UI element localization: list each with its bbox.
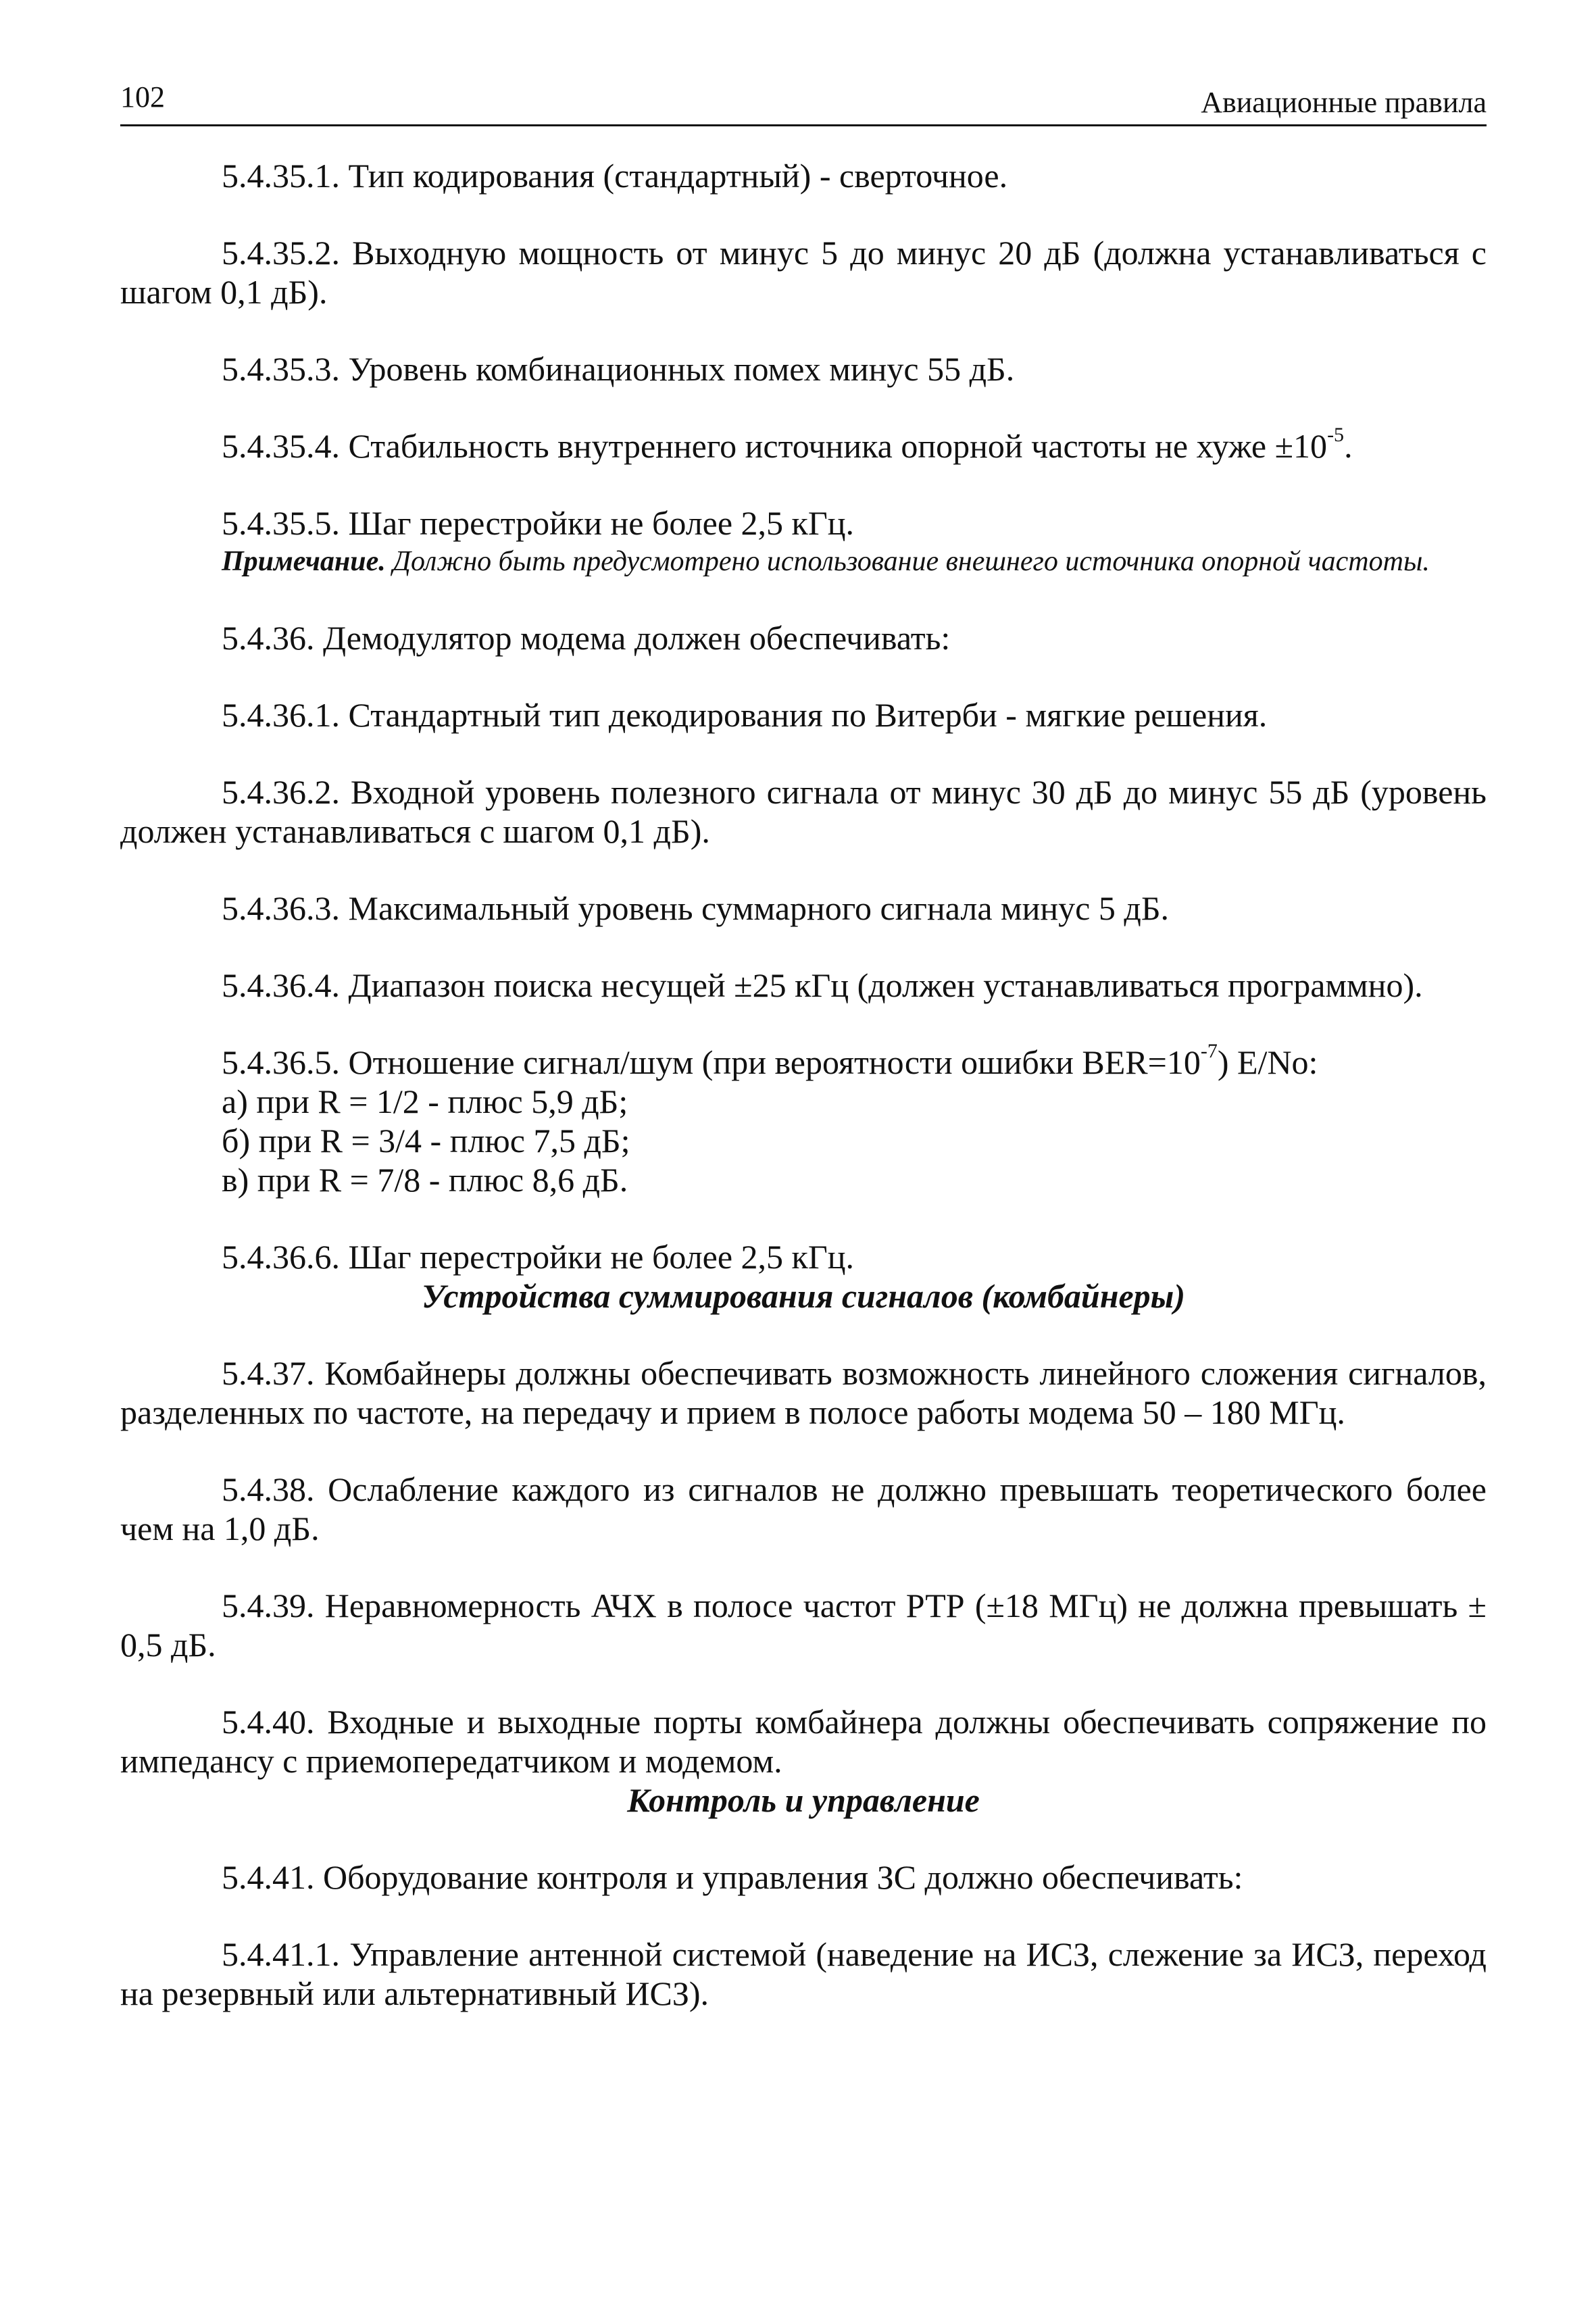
paragraph-5-4-36-3: 5.4.36.3. Максимальный уровень суммарного сигнала минус 5 дБ. [222, 889, 1170, 927]
section-heading-combiners: Устройства суммирования сигналов (комбайнеры) [421, 1277, 1186, 1315]
paragraph-5-4-39: 5.4.39. Неравномерность АЧХ в полосе частот РТР (±18 МГц) не должна превышать ± 0,5 дБ. [120, 1587, 1487, 1664]
page-header [120, 74, 1487, 126]
paragraph-5-4-35-5: 5.4.35.5. Шаг перестройки не более 2,5 кГц. [222, 504, 855, 542]
paragraph-text: 5.4.36.5. Отношение сигнал/шум (при вероятности ошибки BER=10 [222, 1043, 1201, 1081]
paragraph-text-end: ) E/No: [1217, 1043, 1318, 1081]
paragraph-5-4-36: 5.4.36. Демодулятор модема должен обеспечивать: [222, 619, 951, 657]
paragraph-5-4-36-5 [120, 1040, 1487, 1082]
paragraph-5-4-36-6: 5.4.36.6. Шаг перестройки не более 2,5 кГц. [222, 1238, 855, 1276]
superscript-exponent: -7 [1200, 1040, 1218, 1063]
paragraph-5-4-35-1: 5.4.35.1. Тип кодирования (стандартный) - сверточное. [222, 157, 1008, 195]
paragraph-5-4-37: 5.4.37. Комбайнеры должны обеспечивать возможность линейного сложения сигналов, разделенных по частоте, на передачу и прием в полосе работы модема 50 – 180 МГц. [120, 1354, 1487, 1431]
page-number: 102 [120, 80, 165, 114]
note [120, 543, 1487, 580]
paragraph-5-4-36-4: 5.4.36.4. Диапазон поиска несущей ±25 кГц (должен устанавливаться программно). [222, 966, 1423, 1004]
paragraph-5-4-41-1: 5.4.41.1. Управление антенной системой (наведение на ИСЗ, слежение за ИСЗ, переход на резервный или альтернативный ИСЗ). [120, 1935, 1487, 2012]
paragraph-5-4-36-1: 5.4.36.1. Стандартный тип декодирования по Витерби - мягкие решения. [222, 696, 1268, 734]
note-label: Примечание. [222, 546, 386, 577]
running-title: Авиационные правила [1201, 86, 1487, 119]
paragraph-text: 5.4.35.4. Стабильность внутреннего источника опорной частоты не хуже ±10 [222, 427, 1328, 465]
paragraph-5-4-40: 5.4.40. Входные и выходные порты комбайнера должны обеспечивать сопряжение по импедансу с приемопередатчиком и модемом. [120, 1703, 1487, 1780]
paragraph-5-4-36-2: 5.4.36.2. Входной уровень полезного сигнала от минус 30 дБ до минус 55 дБ (уровень должен устанавливаться с шагом 0,1 дБ). [120, 773, 1487, 850]
superscript-exponent: -5 [1327, 424, 1345, 447]
paragraph-5-4-38: 5.4.38. Ослабление каждого из сигналов не должно превышать теоретического более чем на 1,0 дБ. [120, 1470, 1487, 1547]
page-body [120, 156, 1487, 2013]
list-item-a: а) при R = 1/2 - плюс 5,9 дБ; [222, 1082, 628, 1120]
list-item-c: в) при R = 7/8 - плюс 8,6 дБ. [222, 1161, 628, 1199]
list-item-b: б) при R = 3/4 - плюс 7,5 дБ; [222, 1122, 630, 1160]
paragraph-5-4-35-3: 5.4.35.3. Уровень комбинационных помех минус 55 дБ. [222, 350, 1015, 388]
paragraph-text-end: . [1344, 427, 1353, 465]
document-page [120, 74, 1487, 2013]
paragraph-5-4-41: 5.4.41. Оборудование контроля и управления ЗС должно обеспечивать: [222, 1858, 1243, 1896]
note-text: Должно быть предусмотрено использование внешнего источника опорной частоты. [385, 546, 1430, 577]
paragraph-5-4-35-4 [120, 426, 1487, 466]
paragraph-5-4-35-2: 5.4.35.2. Выходную мощность от минус 5 до минус 20 дБ (должна устанавливаться с шагом 0,1 дБ). [120, 234, 1487, 311]
section-heading-control: Контроль и управление [627, 1781, 980, 1819]
